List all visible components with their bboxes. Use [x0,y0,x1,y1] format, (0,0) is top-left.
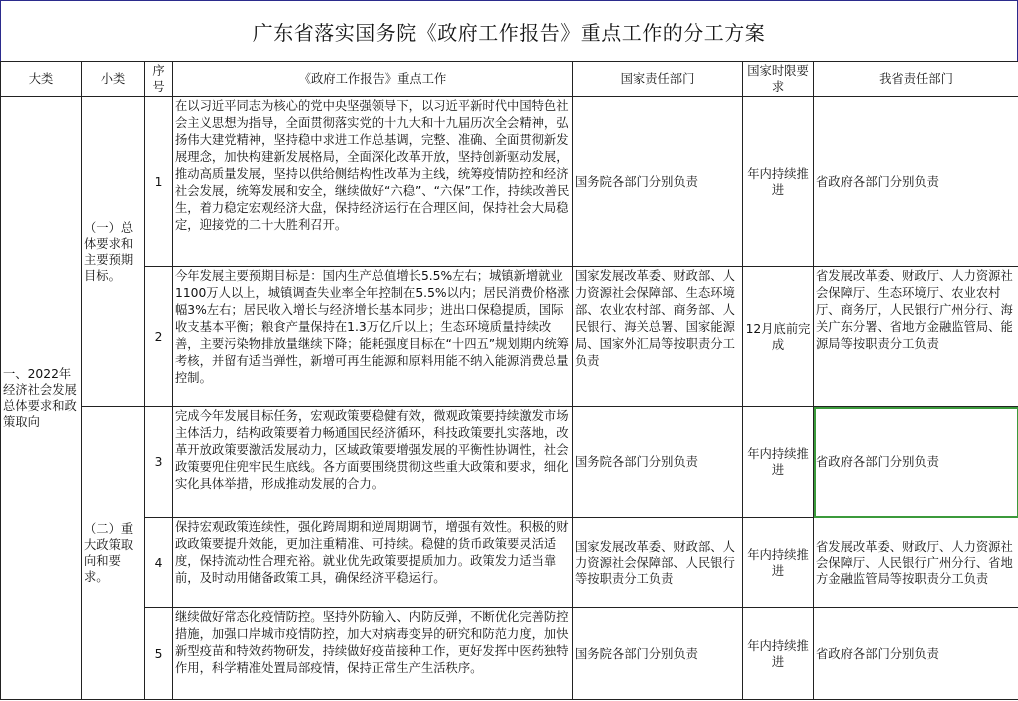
task-cell: 继续做好常态化疫情防控。坚持外防输入、内防反弹，不断优化完善防控措施，加强口岸城市疫情防控，加大对病毒变异的研究和防范力度，加快新型疫苗和特效药物研发，持续做好疫苗接种工作，更好发挥中医药独特作用，科学精准处置局部疫情，保持正常生产生活秩序。 [173,608,573,700]
table-row [1,608,1018,700]
deadline-cell: 12月底前完成 [743,267,814,407]
national-dept-cell: 国务院各部门分别负责 [573,97,743,267]
header-index: 序号 [145,62,173,97]
province-dept-cell: 省政府各部门分别负责 [814,97,1018,267]
deadline-cell: 年内持续推进 [743,407,814,518]
province-dept-cell-selected[interactable]: 省政府各部门分别负责 [814,407,1018,518]
index-cell: 3 [145,407,173,518]
task-cell: 保持宏观政策连续性，强化跨周期和逆周期调节，增强有效性。积极的财政政策要提升效能，更加注重精准、可持续。稳健的货币政策要灵活适度，保持流动性合理充裕。就业优先政策要提质加力。政策发力适当靠前，及时动用储备政策工具，确保经济平稳运行。 [173,518,573,608]
province-dept-cell: 省发展改革委、财政厅、人力资源社会保障厅、人民银行广州分行、省地方金融监管局等按职责分工负责 [814,518,1018,608]
table-row [1,407,1018,518]
header-task: 《政府工作报告》重点工作 [173,62,573,97]
header-row [1,62,1018,97]
deadline-cell: 年内持续推进 [743,608,814,700]
deadline-cell: 年内持续推进 [743,97,814,267]
national-dept-cell: 国务院各部门分别负责 [573,407,743,518]
header-province-dept: 我省责任部门 [814,62,1018,97]
task-cell: 在以习近平同志为核心的党中央坚强领导下，以习近平新时代中国特色社会主义思想为指导，全面贯彻落实党的十九大和十九届历次全会精神，弘扬伟大建党精神，坚持稳中求进工作总基调，完整、准确、全面贯彻新发展理念，加快构建新发展格局，全面深化改革开放，坚持创新驱动发展，推动高质量发展，坚持以供给侧结构性改革为主线，统筹疫情防控和经济社会发展，统筹发展和安全，继续做好“六稳”、“六保”工作，持续改善民生，着力稳定宏观经济大盘，保持经济运行在合理区间，保持社会大局稳定，迎接党的二十大胜利召开。 [173,97,573,267]
header-subcategory: 小类 [82,62,145,97]
index-cell: 4 [145,518,173,608]
header-category: 大类 [1,62,82,97]
province-dept-cell: 省政府各部门分别负责 [814,608,1018,700]
province-dept-cell: 省发展改革委、财政厅、人力资源社会保障厅、生态环境厅、农业农村厅、商务厅，人民银行广州分行、海关广东分署、省地方金融监管局、能源局等按职责分工负责 [814,267,1018,407]
index-cell: 1 [145,97,173,267]
index-cell: 5 [145,608,173,700]
index-cell: 2 [145,267,173,407]
task-cell: 今年发展主要预期目标是：国内生产总值增长5.5%左右；城镇新增就业1100万人以上，城镇调查失业率全年控制在5.5%以内；居民消费价格涨幅3%左右；居民收入增长与经济增长基本同步；进出口保稳提质，国际收支基本平衡；粮食产量保持在1.3万亿斤以上；生态环境质量持续改善，主要污染物排放量继续下降；能耗强度目标在“十四五”规划期内统筹考核，并留有适当弹性，新增可再生能源和原料用能不纳入能源消费总量控制。 [173,267,573,407]
deadline-cell: 年内持续推进 [743,518,814,608]
category-cell: 一、2022年经济社会发展总体要求和政策取向 [1,97,82,700]
national-dept-cell: 国务院各部门分别负责 [573,608,743,700]
national-dept-cell: 国家发展改革委、财政部、人力资源社会保障部、生态环境部、农业农村部、商务部、人民银行、海关总署、国家能源局、国家外汇局等按职责分工负责 [573,267,743,407]
page-title: 广东省落实国务院《政府工作报告》重点工作的分工方案 [0,0,1018,62]
task-cell: 完成今年发展目标任务，宏观政策要稳健有效，微观政策要持续激发市场主体活力，结构政策要着力畅通国民经济循环，科技政策要扎实落地，改革开放政策要激活发展动力，区域政策要增强发展的平衡性协调性，社会政策要兜住兜牢民生底线。各方面要围绕贯彻这些重大政策和要求，细化实化具体举措，形成推动发展的合力。 [173,407,573,518]
subcategory-cell: （一）总体要求和主要预期目标。 [82,97,145,407]
header-national-dept: 国家责任部门 [573,62,743,97]
header-deadline: 国家时限要求 [743,62,814,97]
national-dept-cell: 国家发展改革委、财政部、人力资源社会保障部、人民银行等按职责分工负责 [573,518,743,608]
subcategory-cell: （二）重大政策取向和要求。 [82,407,145,700]
task-table [0,61,1018,700]
table-row [1,518,1018,608]
table-row [1,267,1018,407]
table-row [1,97,1018,267]
